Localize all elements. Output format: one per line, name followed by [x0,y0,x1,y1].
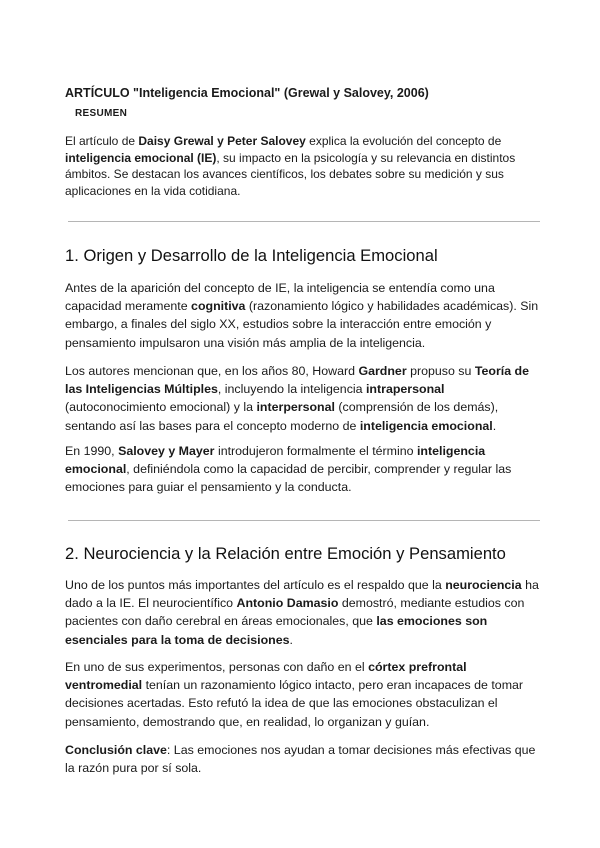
bold-term: cognitiva [191,299,246,314]
divider [68,221,540,222]
summary-text: , su impacto en la psicología y su relevancia en distintos ámbitos. Se destacan los avances científicos, los debates sobre su medición y sus aplicaciones en la vida cotidiana. [65,150,516,198]
bold-term: Gardner [358,364,407,378]
bold-term: las emociones son esenciales para la toma de decisiones [65,614,488,647]
body-text: demostró, mediante estudios con pacientes con daño cerebral en áreas emocionales, que [65,596,525,629]
summary-concept: inteligencia emocional (IE) [65,150,217,165]
summary-label: RESUMEN [75,108,128,119]
bold-term: inteligencia emocional [359,418,493,433]
section-1-heading: 1. Origen y Desarrollo de la Inteligencia Emocional [65,246,438,265]
body-text: (comprensión de los demás), sentando así las bases para el concepto moderno de [65,400,499,433]
bold-term: Salovey y Mayer [118,444,215,458]
body-text: introdujeron formalmente el término [214,444,417,458]
bold-term: Teoría de las Inteligencias Múltiples [65,364,530,397]
section-2-paragraph-2 [65,658,545,731]
section-1-paragraph-2 [65,362,545,435]
bold-term: córtex prefrontal ventromedial [65,660,467,693]
bold-term: intrapersonal [365,382,445,397]
bold-term: Antonio Damasio [236,596,339,611]
body-text: , definiéndola como la capacidad de percibir, comprender y regular las emociones para guiar el pensamiento y la conducta. [65,462,512,495]
section-2-paragraph-1 [65,576,545,649]
summary-text: explica la evolución del concepto de [305,134,502,148]
bold-term: inteligencia emocional [65,444,486,477]
section-2-heading: 2. Neurociencia y la Relación entre Emoción y Pensamiento [65,544,506,563]
body-text: : Las emociones nos ayudan a tomar decisiones más efectivas que la razón pura por sí sola. [65,743,536,776]
section-1-paragraph-1 [65,279,545,352]
body-text: En uno de sus experimentos, personas con daño en el [65,660,369,674]
bold-term: Conclusión clave [65,743,167,757]
bold-term: neurociencia [445,578,522,592]
body-text: (razonamiento lógico y habilidades académicas). Sin embargo, a finales del siglo XX, estudios sobre la interacción entre emoción y pensamiento impulsaron una visión más amplia de la inteligencia. [65,299,539,350]
body-text: . [492,418,497,433]
body-text: tenían un razonamiento lógico intacto, pero eran incapaces de tomar decisiones acertadas. Esto refutó la idea de que las emociones obstaculizan el pensamiento, demostrando que, en realidad, lo organizan y guían. [65,678,524,729]
body-text: propuso su [406,364,475,378]
body-text: . [289,632,293,647]
divider [68,520,540,521]
section-1-paragraph-3 [65,442,545,497]
body-text: (autoconocimiento emocional) y la [65,400,257,415]
section-2-conclusion [65,741,545,777]
summary-authors: Daisy Grewal y Peter Salovey [138,134,306,148]
bold-term: interpersonal [256,400,335,415]
body-text: Antes de la aparición del concepto de IE, la inteligencia se entendía como una capacidad meramente [65,281,495,314]
body-text: Los autores mencionan que, en los años 80, Howard [65,364,359,378]
summary-text: El artículo de [65,134,139,148]
body-text: ha dado a la IE. El neurocientífico [65,578,539,611]
body-text: Uno de los puntos más importantes del artículo es el respaldo que la [65,578,446,592]
body-text: , incluyendo la inteligencia [217,382,366,397]
body-text: En 1990, [65,444,119,458]
summary-paragraph [65,133,540,199]
article-title: ARTÍCULO "Inteligencia Emocional" (Grewal y Salovey, 2006) [65,86,429,100]
